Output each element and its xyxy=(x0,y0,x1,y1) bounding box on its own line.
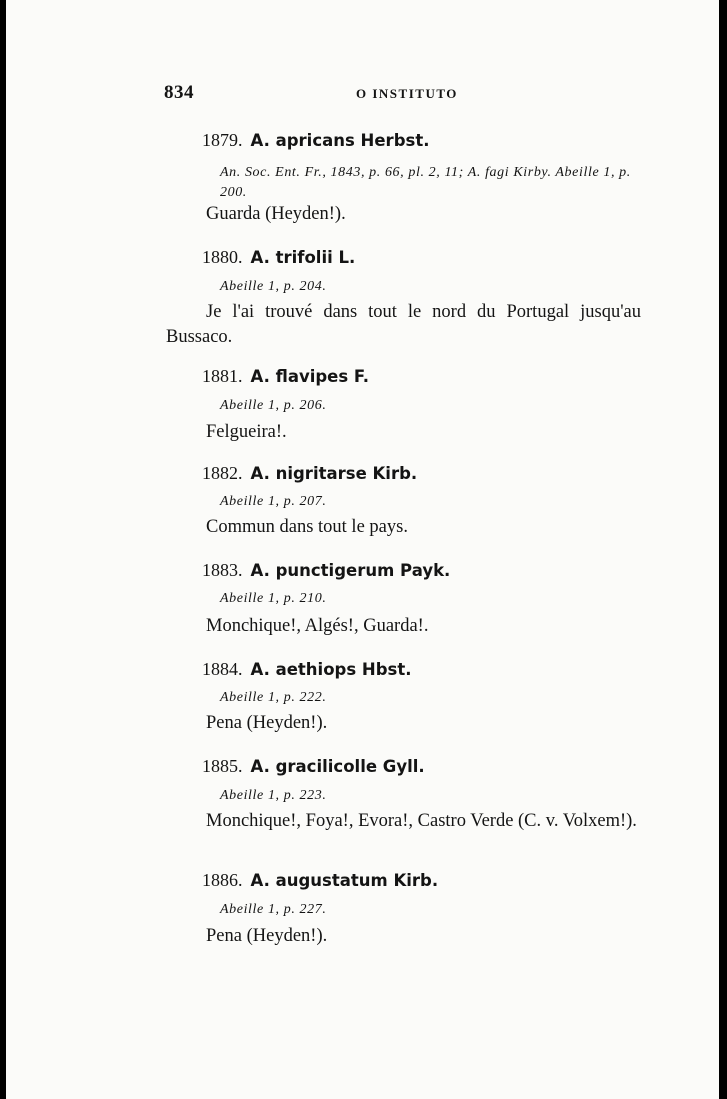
entry-reference-1880: Abeille 1, p. 204. xyxy=(220,279,327,294)
running-title: O INSTITUTO xyxy=(356,86,458,101)
entry-number: 1880. xyxy=(202,247,243,267)
species-name: A. aethiops Hbst. xyxy=(250,660,412,679)
entry-heading-1886 xyxy=(202,870,438,891)
entry-number: 1886. xyxy=(202,870,243,890)
entry-locality-1880: Je l'ai trouvé dans tout le nord du Portugal jusqu'au Bussaco. xyxy=(166,302,641,347)
species-name: A. gracilicolle Gyll. xyxy=(250,757,425,776)
entry-number: 1879. xyxy=(202,130,243,150)
entry-reference-1884: Abeille 1, p. 222. xyxy=(220,690,327,705)
entry-reference-1881: Abeille 1, p. 206. xyxy=(220,398,327,413)
entry-heading-1881 xyxy=(202,366,369,387)
entry-number: 1883. xyxy=(202,560,243,580)
entry-locality-1883: Monchique!, Algés!, Guarda!. xyxy=(206,616,429,636)
species-name: A. trifolii L. xyxy=(250,248,356,267)
entry-locality-1886: Pena (Heyden!). xyxy=(206,926,328,946)
entry-heading-1883 xyxy=(202,560,450,581)
entry-heading-1882 xyxy=(202,463,417,484)
entry-reference-1879: An. Soc. Ent. Fr., 1843, p. 66, pl. 2, 11; A. fagi Kirby. Abeille 1, p. 200. xyxy=(220,165,631,200)
entry-heading-1880 xyxy=(202,247,355,268)
species-name: A. apricans Herbst. xyxy=(250,131,430,150)
species-name: A. punctigerum Payk. xyxy=(250,561,451,580)
entry-heading-1884 xyxy=(202,659,412,680)
entry-number: 1882. xyxy=(202,463,243,483)
entry-locality-1882: Commun dans tout le pays. xyxy=(206,517,408,537)
entry-number: 1884. xyxy=(202,659,243,679)
entry-locality-1884: Pena (Heyden!). xyxy=(206,713,328,733)
entry-heading-1879 xyxy=(202,130,429,151)
entry-number: 1881. xyxy=(202,366,243,386)
entry-heading-1885 xyxy=(202,756,425,777)
species-name: A. augustatum Kirb. xyxy=(250,871,439,890)
page-header xyxy=(6,82,719,112)
species-name: A. nigritarse Kirb. xyxy=(250,464,418,483)
entry-locality-1879: Guarda (Heyden!). xyxy=(206,204,346,224)
book-page xyxy=(6,0,719,1099)
entry-reference-1882: Abeille 1, p. 207. xyxy=(220,494,327,509)
entry-reference-1885: Abeille 1, p. 223. xyxy=(220,788,327,803)
species-name: A. flavipes F. xyxy=(250,367,370,386)
entry-locality-1885: Monchique!, Foya!, Evora!, Castro Verde (C. v. Volxem!). xyxy=(206,811,637,831)
entry-number: 1885. xyxy=(202,756,243,776)
entry-reference-1886: Abeille 1, p. 227. xyxy=(220,902,327,917)
entry-reference-1883: Abeille 1, p. 210. xyxy=(220,591,327,606)
entry-locality-1881: Felgueira!. xyxy=(206,422,287,442)
page-number: 834 xyxy=(164,82,194,103)
